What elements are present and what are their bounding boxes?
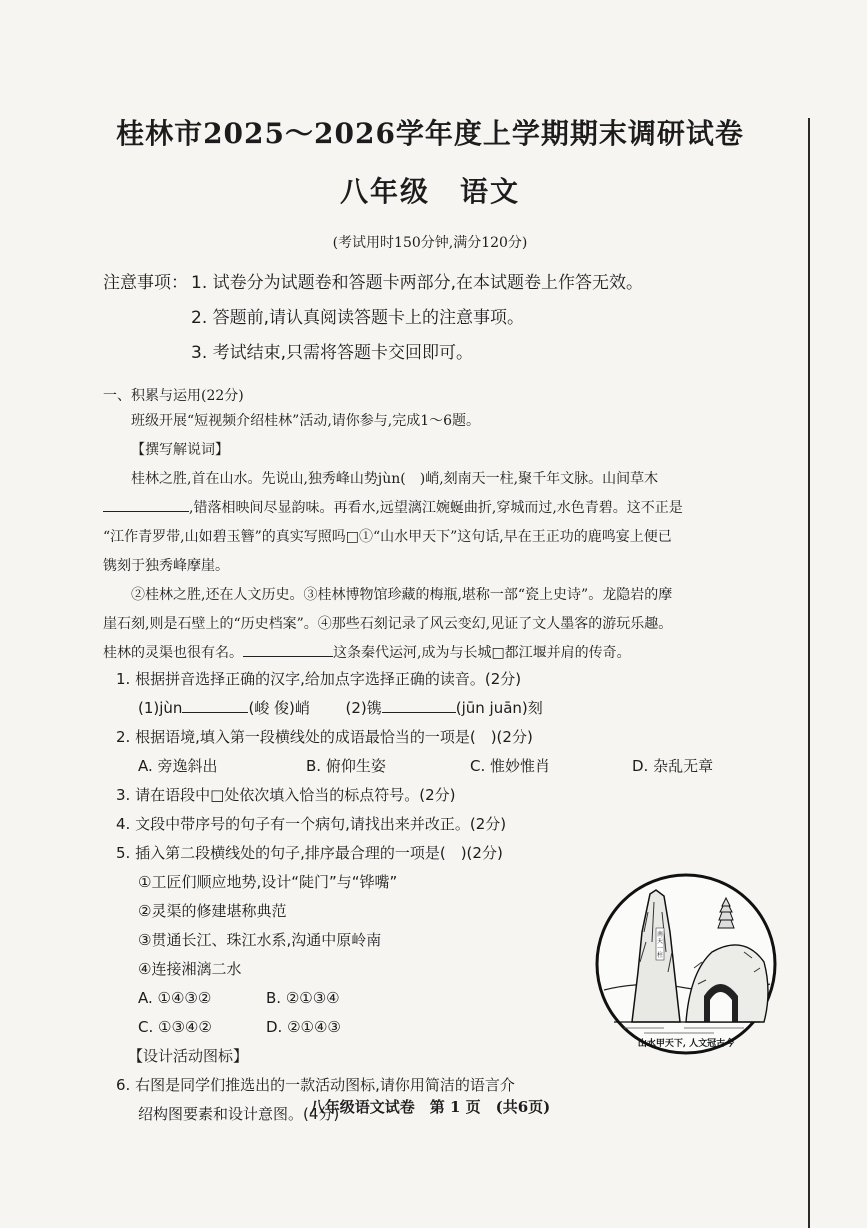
notice-item-3: 3. 考试结束,只需将答题卡交回即可。 (191, 343, 474, 363)
question-1: 1. 根据拼音选择正确的汉字,给加点字选择正确的读音。(2分) (116, 670, 522, 688)
question-1-answers: (1)jùn (峻 俊)峭 (2)镌 (jūn juān)刻 (138, 699, 543, 717)
option-d: D. ②①④③ (266, 1018, 341, 1036)
answer-blank-2 (382, 698, 456, 713)
question-6-line-2: 绍构图要素和设计意图。(4分) (138, 1105, 340, 1123)
intro-paragraph (103, 407, 793, 668)
intro-text: 班级开展“短视频介绍桂林”活动,请你参与,完成1～6题。 (131, 413, 481, 429)
option-a: A. ①④③② (138, 989, 212, 1007)
tag-commentary: 【撰写解说词】 (131, 442, 229, 458)
activity-logo-image (594, 872, 778, 1056)
question-2-options (116, 752, 766, 781)
paragraph-1-line-2: ,错落相映间尽显韵味。再看水,远望漓江婉蜒曲折,穿城而过,水色青碧。这不正是 (103, 494, 793, 523)
notice-item-1: 1. 试卷分为试题卷和答题卡两部分,在本试题卷上作答无效。 (191, 273, 644, 293)
paragraph-2-line-3: 桂林的灵渠也很有名。 这条秦代运河,成为与长城□都江堰并肩的传奇。 (103, 639, 793, 668)
list-item: ④连接湘漓二水 (138, 960, 242, 978)
exam-subject: 八年级 语文 (339, 175, 520, 208)
section-heading: 一、积累与运用(22分) (103, 388, 244, 404)
page-footer: 八年级语文试卷 第 1 页 (共6页) (309, 1098, 551, 1116)
question-2: 2. 根据语境,填入第一段横线处的成语最恰当的一项是( )(2分) (116, 728, 533, 746)
sentence-blank (243, 642, 333, 657)
option-c: C. 惟妙惟肖 (470, 757, 551, 775)
option-b: B. ②①③④ (266, 989, 340, 1007)
list-item: ③贯通长江、珠江水系,沟通中原岭南 (138, 931, 382, 949)
logo-illustration (594, 872, 778, 1056)
paragraph-1-line-4: 镌刻于独秀峰摩崖。 (103, 558, 229, 574)
idiom-blank (103, 497, 189, 512)
tag-icon-design: 【设计活动图标】 (128, 1047, 249, 1065)
notice-label: 注意事项： (103, 273, 188, 293)
answer-blank-1 (182, 698, 248, 713)
list-item: ②灵渠的修建堪称典范 (138, 902, 287, 920)
page-edge-line (808, 118, 810, 1228)
question-3: 3. 请在语段中□处依次填入恰当的标点符号。(2分) (116, 786, 456, 804)
question-6-line-1: 6. 右图是同学们推选出的一款活动图标,请你用简洁的语言介 (116, 1076, 515, 1094)
question-5: 5. 插入第二段横线处的句子,排序最合理的一项是( )(2分) (116, 844, 503, 862)
paragraph-1-line-1: 桂林之胜,首在山水。先说山,独秀峰山势jùn( )峭,刻南天一柱,聚千年文脉。山间草木 (131, 471, 659, 487)
logo-caption: 山水甲天下, 人文冠古今 (637, 1039, 735, 1049)
notice-block (103, 266, 643, 371)
exam-info: (考试用时150分钟,满分120分) (332, 235, 528, 251)
option-c: C. ①③④② (138, 1018, 212, 1036)
exam-title: 桂林市2025～2026学年度上学期期末调研试卷 (116, 117, 744, 150)
paragraph-2-line-1: ②桂林之胜,还在人文历史。③桂林博物馆珍藏的梅瓶,堪称一部“瓷上史诗”。龙隐岩的摩 (131, 587, 673, 603)
option-a: A. 旁逸斜出 (138, 757, 218, 775)
paragraph-1-line-3: “江作青罗带,山如碧玉簪”的真实写照吗□①“山水甲天下”这句话,早在王正功的鹿鸣宴上便已 (103, 529, 672, 545)
paragraph-2-line-2: 崖石刻,则是石壁上的“历史档案”。④那些石刻记录了风云变幻,见证了文人墨客的游玩乐趣。 (103, 616, 673, 632)
rock-inscription: 南天一柱 (656, 931, 664, 959)
option-d: D. 杂乱无章 (632, 757, 714, 775)
list-item: ①工匠们顺应地势,设计“陡门”与“铧嘴” (138, 873, 398, 891)
question-4: 4. 文段中带序号的句子有一个病句,请找出来并改正。(2分) (116, 815, 507, 833)
notice-item-2: 2. 答题前,请认真阅读答题卡上的注意事项。 (191, 308, 525, 328)
option-b: B. 俯仰生姿 (306, 757, 386, 775)
